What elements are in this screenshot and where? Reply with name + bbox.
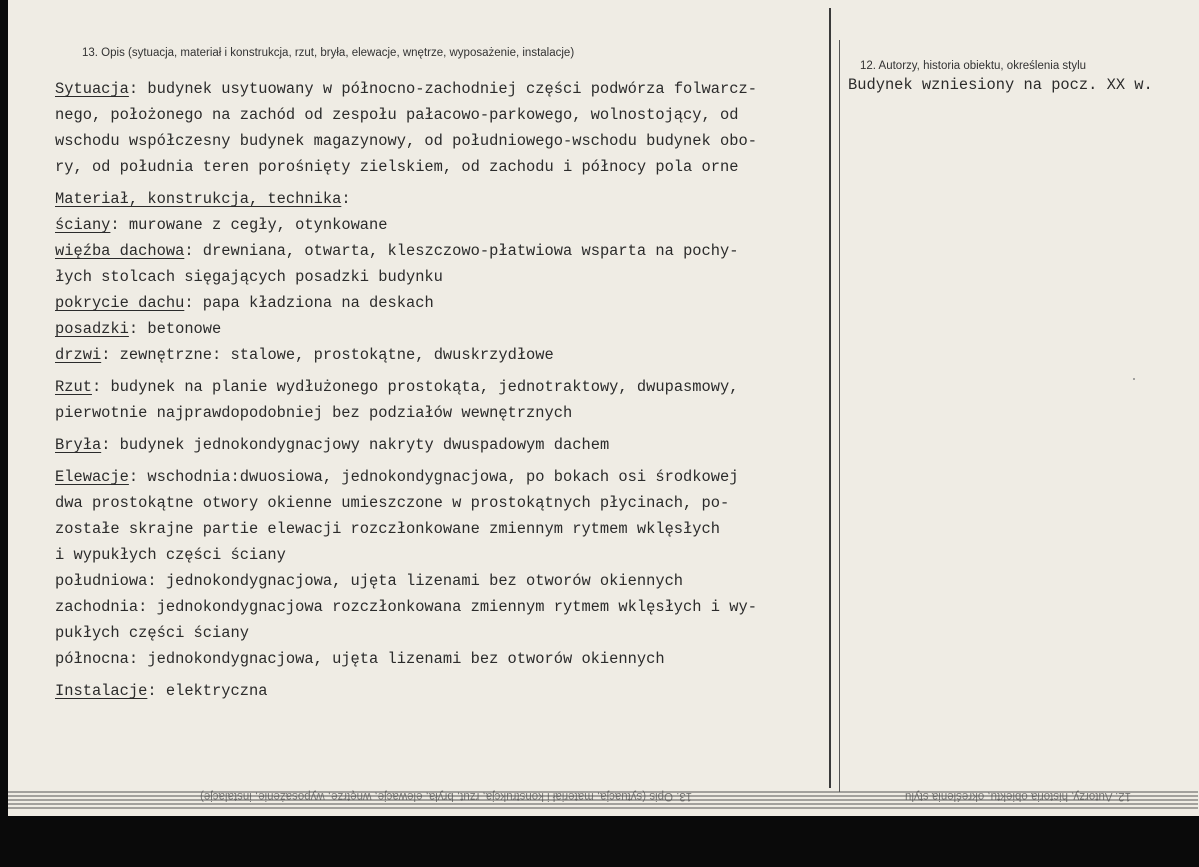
sciany-line: ściany: murowane z cegły, otynkowane xyxy=(55,216,388,234)
right-column-header: 12. Autorzy, historia obiektu, określenia stylu xyxy=(860,60,1087,72)
pokrycie-line: pokrycie dachu: papa kładziona na deskach xyxy=(55,294,434,312)
elewacje-line-2: dwa prostokątne otwory okienne umieszczone w prostokątnych płycinach, po- xyxy=(55,494,730,512)
mirrored-right-header: 12. Autorzy, historia obiektu, określenia stylu xyxy=(905,790,1132,802)
posadzki-line: posadzki: betonowe xyxy=(55,320,222,338)
sytuacja-text-1: budynek usytuowany w północno-zachodniej części podwórza folwarcz- xyxy=(147,80,757,98)
left-column-header: 13. Opis (sytuacja, materiał i konstrukcja, rzut, bryła, elewacje, wnętrze, wyposażenie, instalacje) xyxy=(82,47,575,59)
right-column-text: Budynek wzniesiony na pocz. XX w. xyxy=(848,76,1153,94)
instalacje-label: Instalacje xyxy=(55,682,148,700)
drzwi-value: zewnętrzne: stalowe, prostokątne, dwuskrzydłowe xyxy=(119,346,554,364)
bryla-label: Bryła xyxy=(55,436,102,454)
elewacje-line-6: zachodnia: jednokondygnacjowa rozczłonkowana zmiennym rytmem wklęsłych i wy- xyxy=(55,598,757,616)
instalacje-line: Instalacje: elektryczna xyxy=(55,682,268,700)
elewacje-line-4: i wypukłych części ściany xyxy=(55,546,286,564)
elewacje-line-3: zostałe skrajne partie elewacji rozczłonkowane zmiennym rytmem wklęsłych xyxy=(55,520,720,538)
elewacje-line-1: Elewacje: wschodnia:dwuosiowa, jednokondygnacjowa, po bokach osi środkowej xyxy=(55,468,739,486)
rzut-line-1: Rzut: budynek na planie wydłużonego prostokąta, jednotraktowy, dwupasmowy, xyxy=(55,378,739,396)
column-divider-right xyxy=(839,40,840,792)
elewacje-line-5: południowa: jednokondygnacjowa, ujęta lizenami bez otworów okiennych xyxy=(55,572,684,590)
sytuacja-line-3: wschodu współczesny budynek magazynowy, od południowego-wschodu budynek obo- xyxy=(55,132,757,150)
material-heading: Materiał, konstrukcja, technika: xyxy=(55,190,351,208)
sytuacja-label: Sytuacja xyxy=(55,80,129,98)
elewacje-value-1: wschodnia:dwuosiowa, jednokondygnacjowa, po bokach osi środkowej xyxy=(147,468,739,486)
sytuacja-line-1: Sytuacja: budynek usytuowany w północno-zachodniej części podwórza folwarcz- xyxy=(55,80,757,98)
mirrored-left-header: 13. Opis (sytuacja, materiał i konstrukcja, rzut, bryła, elewacje, wnętrze, wyposażenie, instalacje) xyxy=(200,790,693,802)
posadzki-label: posadzki xyxy=(55,320,129,338)
sciany-label: ściany xyxy=(55,216,111,234)
column-divider xyxy=(829,8,831,788)
rzut-line-2: pierwotnie najprawdopodobniej bez podziałów wewnętrznych xyxy=(55,404,573,422)
scan-edge-left xyxy=(0,0,8,867)
wiezba-line-2: łych stolcach sięgających posadzki budynku xyxy=(55,268,443,286)
scan-edge-bottom xyxy=(0,816,1199,867)
pokrycie-label: pokrycie dachu xyxy=(55,294,185,312)
posadzki-value: betonowe xyxy=(147,320,222,338)
sciany-value: murowane z cegły, otynkowane xyxy=(128,216,388,234)
elewacje-label: Elewacje xyxy=(55,468,129,486)
elewacje-line-8: północna: jednokondygnacjowa, ujęta lizenami bez otworów okiennych xyxy=(55,650,665,668)
description-body xyxy=(55,76,825,704)
elewacje-line-7: pukłych części ściany xyxy=(55,624,249,642)
wiezba-line-1: więźba dachowa: drewniana, otwarta, kleszczowo-płatwiowa wsparta na pochy- xyxy=(55,242,739,260)
sytuacja-line-4: ry, od południa teren porośnięty zielskiem, od zachodu i północy pola orne xyxy=(55,158,739,176)
sytuacja-line-2: nego, położonego na zachód od zespołu pałacowo-parkowego, wolnostojący, od xyxy=(55,106,739,124)
wiezba-label: więźba dachowa xyxy=(55,242,185,260)
instalacje-value: elektryczna xyxy=(165,682,268,700)
rzut-label: Rzut xyxy=(55,378,92,396)
pokrycie-value: papa kładziona na deskach xyxy=(202,294,434,312)
material-label: Materiał, konstrukcja, technika xyxy=(55,190,342,208)
rzut-value-1: budynek na planie wydłużonego prostokąta, jednotraktowy, dwupasmowy, xyxy=(110,378,739,396)
scan-speck xyxy=(1133,378,1135,380)
bryla-line: Bryła: budynek jednokondygnacjowy nakryty dwuspadowym dachem xyxy=(55,436,610,454)
wiezba-value-1: drewniana, otwarta, kleszczowo-płatwiowa wsparta na pochy- xyxy=(202,242,739,260)
bryla-value: budynek jednokondygnacjowy nakryty dwuspadowym dachem xyxy=(119,436,610,454)
drzwi-line: drzwi: zewnętrzne: stalowe, prostokątne, dwuskrzydłowe xyxy=(55,346,554,364)
drzwi-label: drzwi xyxy=(55,346,102,364)
